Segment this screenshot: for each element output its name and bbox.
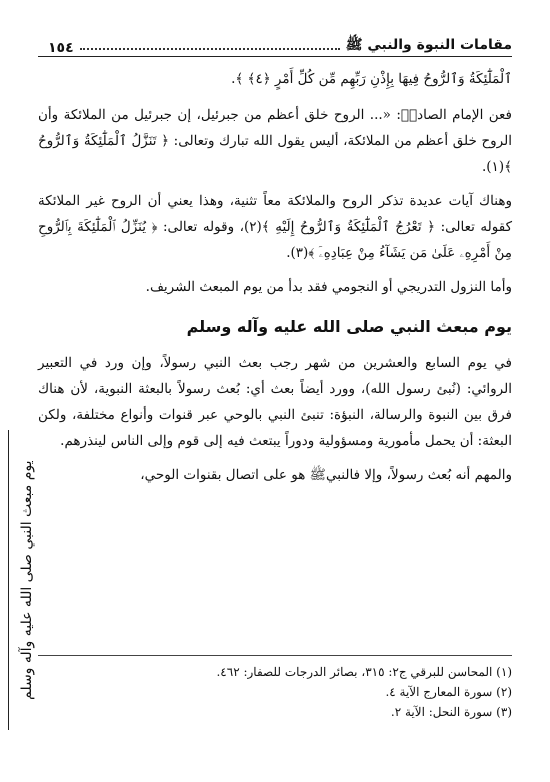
- paragraph-4: في يوم السابع والعشرين من شهر رجب بعث النبي رسولاً، وإن ورد في التعبير الروائي: (نُبئ رسول الله)، وورد أيضاً بعث أي: بُعث رسولاً بالبعثة النبوية، لأن هناك فرق بين النبوة والرسالة، النبؤة: تنبئ النبي بالوحي عبر قنوات وأنواع مختلفة، ولكن البعثة: أن يحمل مأمورية ومسؤولية ودوراً يبتعث فيه إلى قوم وإلى الناس لينذرهم.: [38, 355, 512, 449]
- side-running-title: يوم مبعث النبي صلى الله عليه وآله وسلم: [8, 430, 41, 730]
- verse-top: ٱلْمَلَٰٓئِكَةُ وَٱلرُّوحُ فِيهَا بِإِذْنِ رَبِّهِم مِّن كُلِّ أَمْرٍ ﴿٤﴾ ﴾.: [231, 71, 512, 87]
- paragraph-5: والمهم أنه بُعث رسولاً، وإلا فالنبيﷺ هو على اتصال بقنوات الوحي،: [140, 467, 512, 483]
- header-dots: [80, 48, 340, 50]
- page-number: ١٥٤: [48, 40, 74, 56]
- page-body: [38, 66, 512, 496]
- paragraph-1: فعن الإمام الصادقؑ: «... الروح خلق أعظم من جبرئيل، إن جبرئيل من الملائكة وأن الروح خلق أعظم من الملائكة، أليس يقول الله تبارك وتعالى: ﴿ تَنَزَّلُ ٱلْمَلَٰٓئِكَةُ وَٱلرُّوحُ ﴾(١).: [38, 107, 512, 175]
- paragraph-2: وهناك آيات عديدة تذكر الروح والملائكة معاً تثنية، وهذا يعني أن الروح غير الملائكة كقوله تعالى: ﴿ تَعْرُجُ ٱلْمَلَٰٓئِكَةُ وَٱلرُّوحُ إِلَيْهِ ﴾(٢)، وقوله تعالى: ﴿ يُنَزِّلُ ٱلْمَلَٰٓئِكَةَ بِٱلرُّوحِ مِنْ أَمْرِهِۦ عَلَىٰ مَن يَشَآءُ مِنْ عِبَادِهِۦٓ ﴾(٣).: [38, 193, 512, 261]
- header-title: مقامات النبوة والنبي ﷺ: [345, 37, 512, 53]
- paragraph-3: وأما النزول التدريجي أو النجومي فقد بدأ من يوم المبعث الشريف.: [145, 279, 512, 295]
- section-title: يوم مبعث النبي صلى الله عليه وآله وسلم: [186, 317, 512, 336]
- footnote-1: (١) المحاسن للبرقي ج٢: ٣١٥، بصائر الدرجات للصفار: ٤٦٢.: [216, 665, 512, 679]
- footnotes: [38, 655, 512, 722]
- page-header: [38, 30, 512, 57]
- footnote-3: (٣) سورة النحل: الآية ٢.: [390, 705, 512, 719]
- footnote-2: (٢) سورة المعارج الآية ٤.: [385, 685, 512, 699]
